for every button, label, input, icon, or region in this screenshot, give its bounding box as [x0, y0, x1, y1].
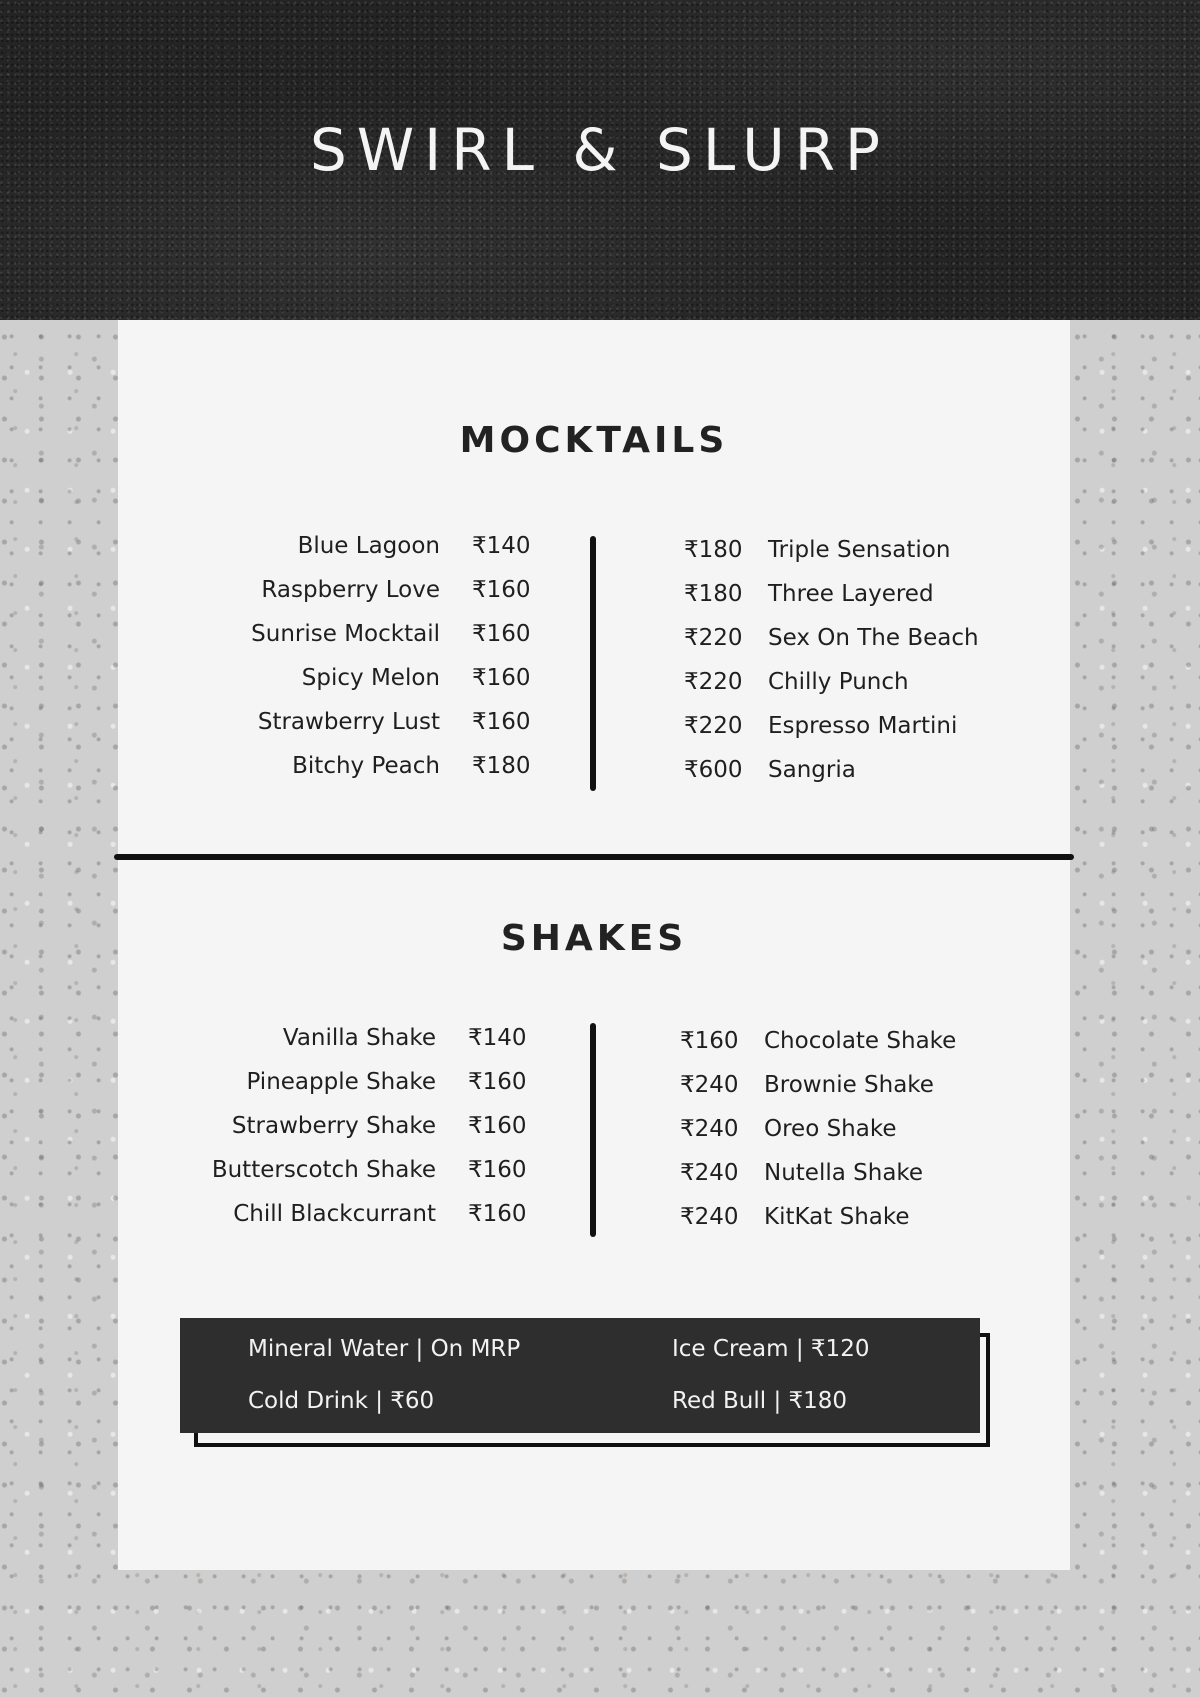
- item-name: Espresso Martini: [768, 713, 958, 739]
- item-name: KitKat Shake: [764, 1204, 910, 1230]
- item-name: Strawberry Shake: [231, 1113, 436, 1139]
- item-name: Raspberry Love: [261, 577, 440, 603]
- item-name: Sangria: [768, 757, 856, 783]
- menu-item: [126, 1016, 558, 1060]
- menu-item: [130, 700, 562, 744]
- item-name: Chill Blackcurrant: [233, 1201, 436, 1227]
- menu-item: [680, 1063, 956, 1107]
- item-price: ₹160: [468, 1069, 527, 1095]
- shakes-divider: [590, 1023, 596, 1237]
- menu-item: [126, 1148, 558, 1192]
- mocktails-right-list: [684, 528, 979, 792]
- menu-item: [680, 1107, 956, 1151]
- item-price: ₹160: [468, 1113, 527, 1139]
- item-price: ₹160: [472, 577, 531, 603]
- shakes-right-list: [680, 1019, 956, 1239]
- menu-item: [130, 568, 562, 612]
- extra-ice-cream: Ice Cream | ₹120: [672, 1336, 870, 1362]
- menu-item: [130, 656, 562, 700]
- item-price: ₹140: [472, 533, 531, 559]
- item-price: ₹220: [684, 669, 743, 695]
- item-name: Nutella Shake: [764, 1160, 924, 1186]
- item-price: ₹160: [468, 1201, 527, 1227]
- item-name: Strawberry Lust: [257, 709, 440, 735]
- item-price: ₹240: [680, 1072, 739, 1098]
- item-name: Chilly Punch: [768, 669, 909, 695]
- menu-item: [130, 744, 562, 788]
- item-price: ₹180: [472, 753, 531, 779]
- item-price: ₹600: [684, 757, 743, 783]
- item-price: ₹160: [468, 1157, 527, 1183]
- item-price: ₹240: [680, 1116, 739, 1142]
- menu-item: [680, 1151, 956, 1195]
- section-divider: [114, 854, 1074, 860]
- extra-cold-drink: Cold Drink | ₹60: [248, 1388, 435, 1414]
- item-price: ₹180: [684, 581, 743, 607]
- menu-item: [130, 524, 562, 568]
- menu-item: [684, 616, 979, 660]
- item-price: ₹160: [472, 709, 531, 735]
- item-name: Chocolate Shake: [764, 1028, 957, 1054]
- menu-item: [126, 1192, 558, 1236]
- item-name: Spicy Melon: [301, 665, 440, 691]
- header-banner: [0, 0, 1200, 320]
- menu-item: [680, 1195, 956, 1239]
- menu-item: [126, 1104, 558, 1148]
- item-name: Triple Sensation: [768, 537, 951, 563]
- item-price: ₹240: [680, 1160, 739, 1186]
- menu-item: [684, 528, 979, 572]
- extra-red-bull: Red Bull | ₹180: [672, 1388, 848, 1414]
- menu-item: [684, 572, 979, 616]
- item-price: ₹180: [684, 537, 743, 563]
- shakes-heading: SHAKES: [500, 918, 688, 959]
- item-price: ₹240: [680, 1204, 739, 1230]
- extras-box: [180, 1318, 980, 1433]
- item-name: Sex On The Beach: [768, 625, 979, 651]
- menu-item: [684, 748, 979, 792]
- mocktails-heading: MOCKTAILS: [459, 420, 729, 461]
- item-name: Blue Lagoon: [297, 533, 440, 559]
- menu-item: [680, 1019, 956, 1063]
- menu-item: [126, 1060, 558, 1104]
- item-name: Pineapple Shake: [246, 1069, 436, 1095]
- menu-item: [684, 704, 979, 748]
- item-name: Butterscotch Shake: [211, 1157, 436, 1183]
- extra-mineral-water: Mineral Water | On MRP: [248, 1336, 521, 1362]
- item-price: ₹160: [472, 621, 531, 647]
- item-name: Bitchy Peach: [292, 753, 440, 779]
- shakes-left-list: [126, 1016, 558, 1236]
- item-name: Three Layered: [768, 581, 934, 607]
- restaurant-title: SWIRL & SLURP: [310, 116, 890, 184]
- item-price: ₹220: [684, 713, 743, 739]
- item-name: Oreo Shake: [764, 1116, 897, 1142]
- item-price: ₹220: [684, 625, 743, 651]
- mocktails-divider: [590, 536, 596, 791]
- item-name: Brownie Shake: [764, 1072, 934, 1098]
- mocktails-left-list: [130, 524, 562, 788]
- item-price: ₹140: [468, 1025, 527, 1051]
- item-name: Sunrise Mocktail: [251, 621, 440, 647]
- item-name: Vanilla Shake: [282, 1025, 436, 1051]
- menu-item: [130, 612, 562, 656]
- item-price: ₹160: [472, 665, 531, 691]
- item-price: ₹160: [680, 1028, 739, 1054]
- menu-item: [684, 660, 979, 704]
